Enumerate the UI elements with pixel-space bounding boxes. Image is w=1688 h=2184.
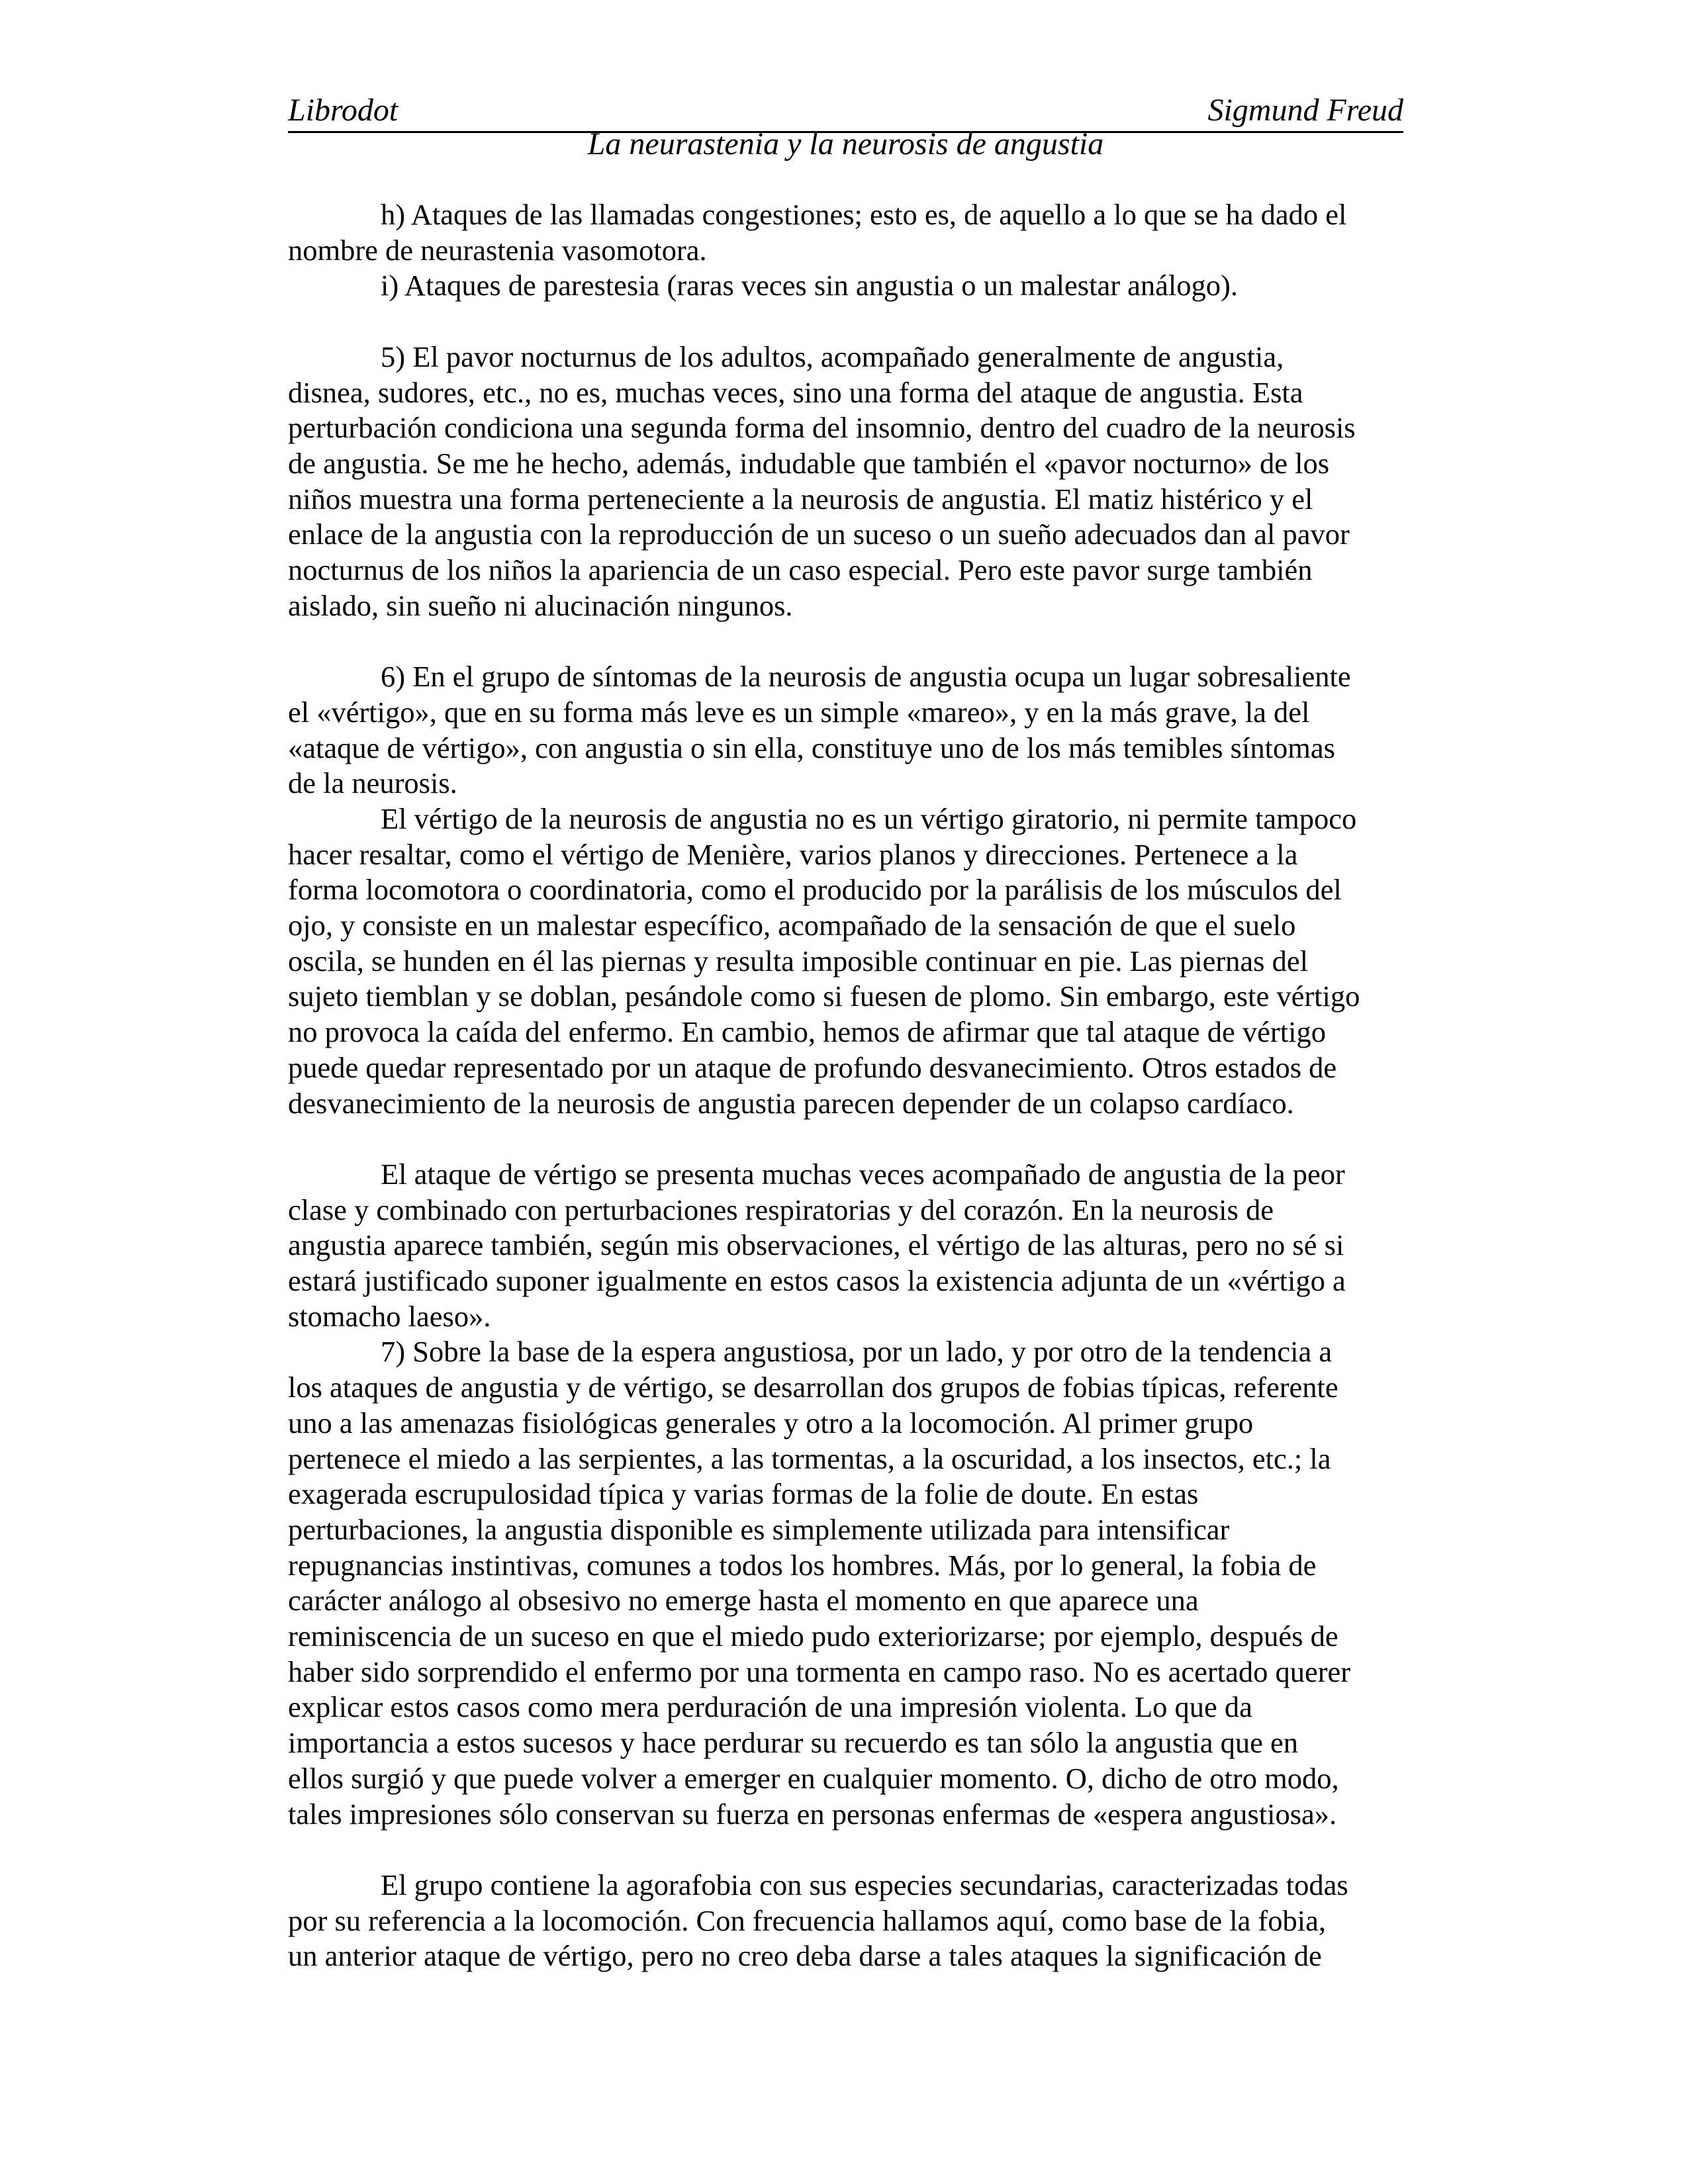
text-line: explicar estos casos como mera perduración de una impresión violenta. Lo que da [288,1690,1252,1724]
text-line: ellos surgió y que puede volver a emerger en cualquier momento. O, dicho de otro modo, [288,1761,1339,1795]
text-line: perturbaciones, la angustia disponible es simplemente utilizada para intensificar [288,1512,1230,1546]
text-line: h) Ataques de las llamadas congestiones; esto es, de aquello a lo que se ha dado el [381,198,1347,231]
text-line: estará justificado suponer igualmente en estos casos la existencia adjunta de un «vértigo a [288,1264,1346,1298]
blank-line [288,1832,1413,1868]
text-line: nocturnus de los niños la apariencia de un caso especial. Pero este pavor surge también [288,553,1313,587]
text-line: por su referencia a la locomoción. Con frecuencia hallamos aquí, como base de la fobia, [288,1903,1326,1937]
text-line: desvanecimiento de la neurosis de angustia parecen depender de un colapso cardíaco. [288,1086,1294,1120]
header-subtitle: La neurastenia y la neurosis de angustia [587,126,1104,161]
text-line: 5) El pavor nocturnus de los adultos, acompañado generalmente de angustia, [381,340,1284,373]
text-line: los ataques de angustia y de vértigo, se desarrollan dos grupos de fobias típicas, referente [288,1371,1338,1404]
text-line: clase y combinado con perturbaciones respiratorias y del corazón. En la neurosis de [288,1193,1274,1226]
text-line: carácter análogo al obsesivo no emerge hasta el momento en que aparece una [288,1584,1199,1617]
text-line: 7) Sobre la base de la espera angustiosa, por un lado, y por otro de la tendencia a [381,1335,1333,1369]
text-line: El ataque de vértigo se presenta muchas veces acompañado de angustia de la peor [381,1157,1345,1191]
blank-line [288,304,1413,340]
text-line: reminiscencia de un suceso en que el miedo pudo exteriorizarse; por ejemplo, después de [288,1619,1338,1653]
text-line: exagerada escrupulosidad típica y varias formas de la folie de doute. En estas [288,1477,1199,1511]
text-line: forma locomotora o coordinatoria, como el producido por la parálisis de los músculos del [288,873,1342,907]
text-line: aislado, sin sueño ni alucinación ningunos. [288,588,793,622]
text-line: perturbación condiciona una segunda forma del insomnio, dentro del cuadro de la neurosis [288,411,1356,445]
text-line: el «vértigo», que en su forma más leve es un simple «mareo», y en la más grave, la del [288,695,1310,729]
text-line: El grupo contiene la agorafobia con sus especies secundarias, caracterizadas todas [381,1868,1348,1901]
text-line: angustia aparece también, según mis observaciones, el vértigo de las alturas, pero no sé si [288,1228,1344,1262]
text-line: disnea, sudores, etc., no es, muchas veces, sino una forma del ataque de angustia. Esta [288,375,1303,409]
text-line: El vértigo de la neurosis de angustia no es un vértigo giratorio, ni permite tampoco [381,801,1357,835]
header-right-text: Sigmund Freud [1207,93,1403,128]
text-line: puede quedar representado por un ataque de profundo desvanecimiento. Otros estados de [288,1050,1337,1084]
text-line: niños muestra una forma perteneciente a la neurosis de angustia. El matiz histérico y el [288,482,1313,516]
text-line: pertenece el miedo a las serpientes, a las tormentas, a la oscuridad, a los insectos, etc.; la [288,1441,1331,1475]
text-line: nombre de neurastenia vasomotora. [288,233,707,267]
text-line: uno a las amenazas fisiológicas generales y otro a la locomoción. Al primer grupo [288,1406,1254,1439]
header-left-text: Librodot [288,93,399,128]
text-line: un anterior ataque de vértigo, pero no creo deba darse a tales ataques la significación de [288,1939,1322,1973]
text-line: 6) En el grupo de síntomas de la neurosis de angustia ocupa un lugar sobresaliente [381,660,1351,694]
blank-line [288,1121,1413,1157]
text-line: importancia a estos sucesos y hace perdurar su recuerdo es tan sólo la angustia que en [288,1726,1299,1760]
body-text [288,197,1413,1974]
text-line: tales impresiones sólo conservan su fuerza en personas enfermas de «espera angustiosa». [288,1797,1337,1831]
text-line: repugnancias instintivas, comunes a todos los hombres. Más, por lo general, la fobia de [288,1548,1317,1582]
text-line: stomacho laeso». [288,1299,491,1333]
text-line: hacer resaltar, como el vértigo de Menière, varios planos y direcciones. Pertenece a la [288,837,1298,871]
text-line: de angustia. Se me he hecho, además, indudable que también el «pavor nocturno» de los [288,446,1330,480]
text-line: sujeto tiemblan y se doblan, pesándole como si fuesen de plomo. Sin embargo, este vértigo [288,979,1360,1013]
text-line: de la neurosis. [288,766,457,800]
text-line: ojo, y consiste en un malestar específico, acompañado de la sensación de que el suelo [288,909,1296,942]
text-line: haber sido sorprendido el enfermo por una tormenta en campo raso. No es acertado querer [288,1655,1351,1688]
blank-line [288,623,1413,659]
text-line: no provoca la caída del enfermo. En cambio, hemos de afirmar que tal ataque de vértigo [288,1015,1326,1049]
text-line: oscila, se hunden en él las piernas y resulta imposible continuar en pie. Las piernas del [288,944,1308,978]
text-line: i) Ataques de parestesia (raras veces sin angustia o un malestar análogo). [381,269,1238,302]
text-line: «ataque de vértigo», con angustia o sin ella, constituye uno de los más temibles síntomas [288,731,1335,764]
text-line: enlace de la angustia con la reproducción de un suceso o un sueño adecuados dan al pavor [288,518,1350,551]
